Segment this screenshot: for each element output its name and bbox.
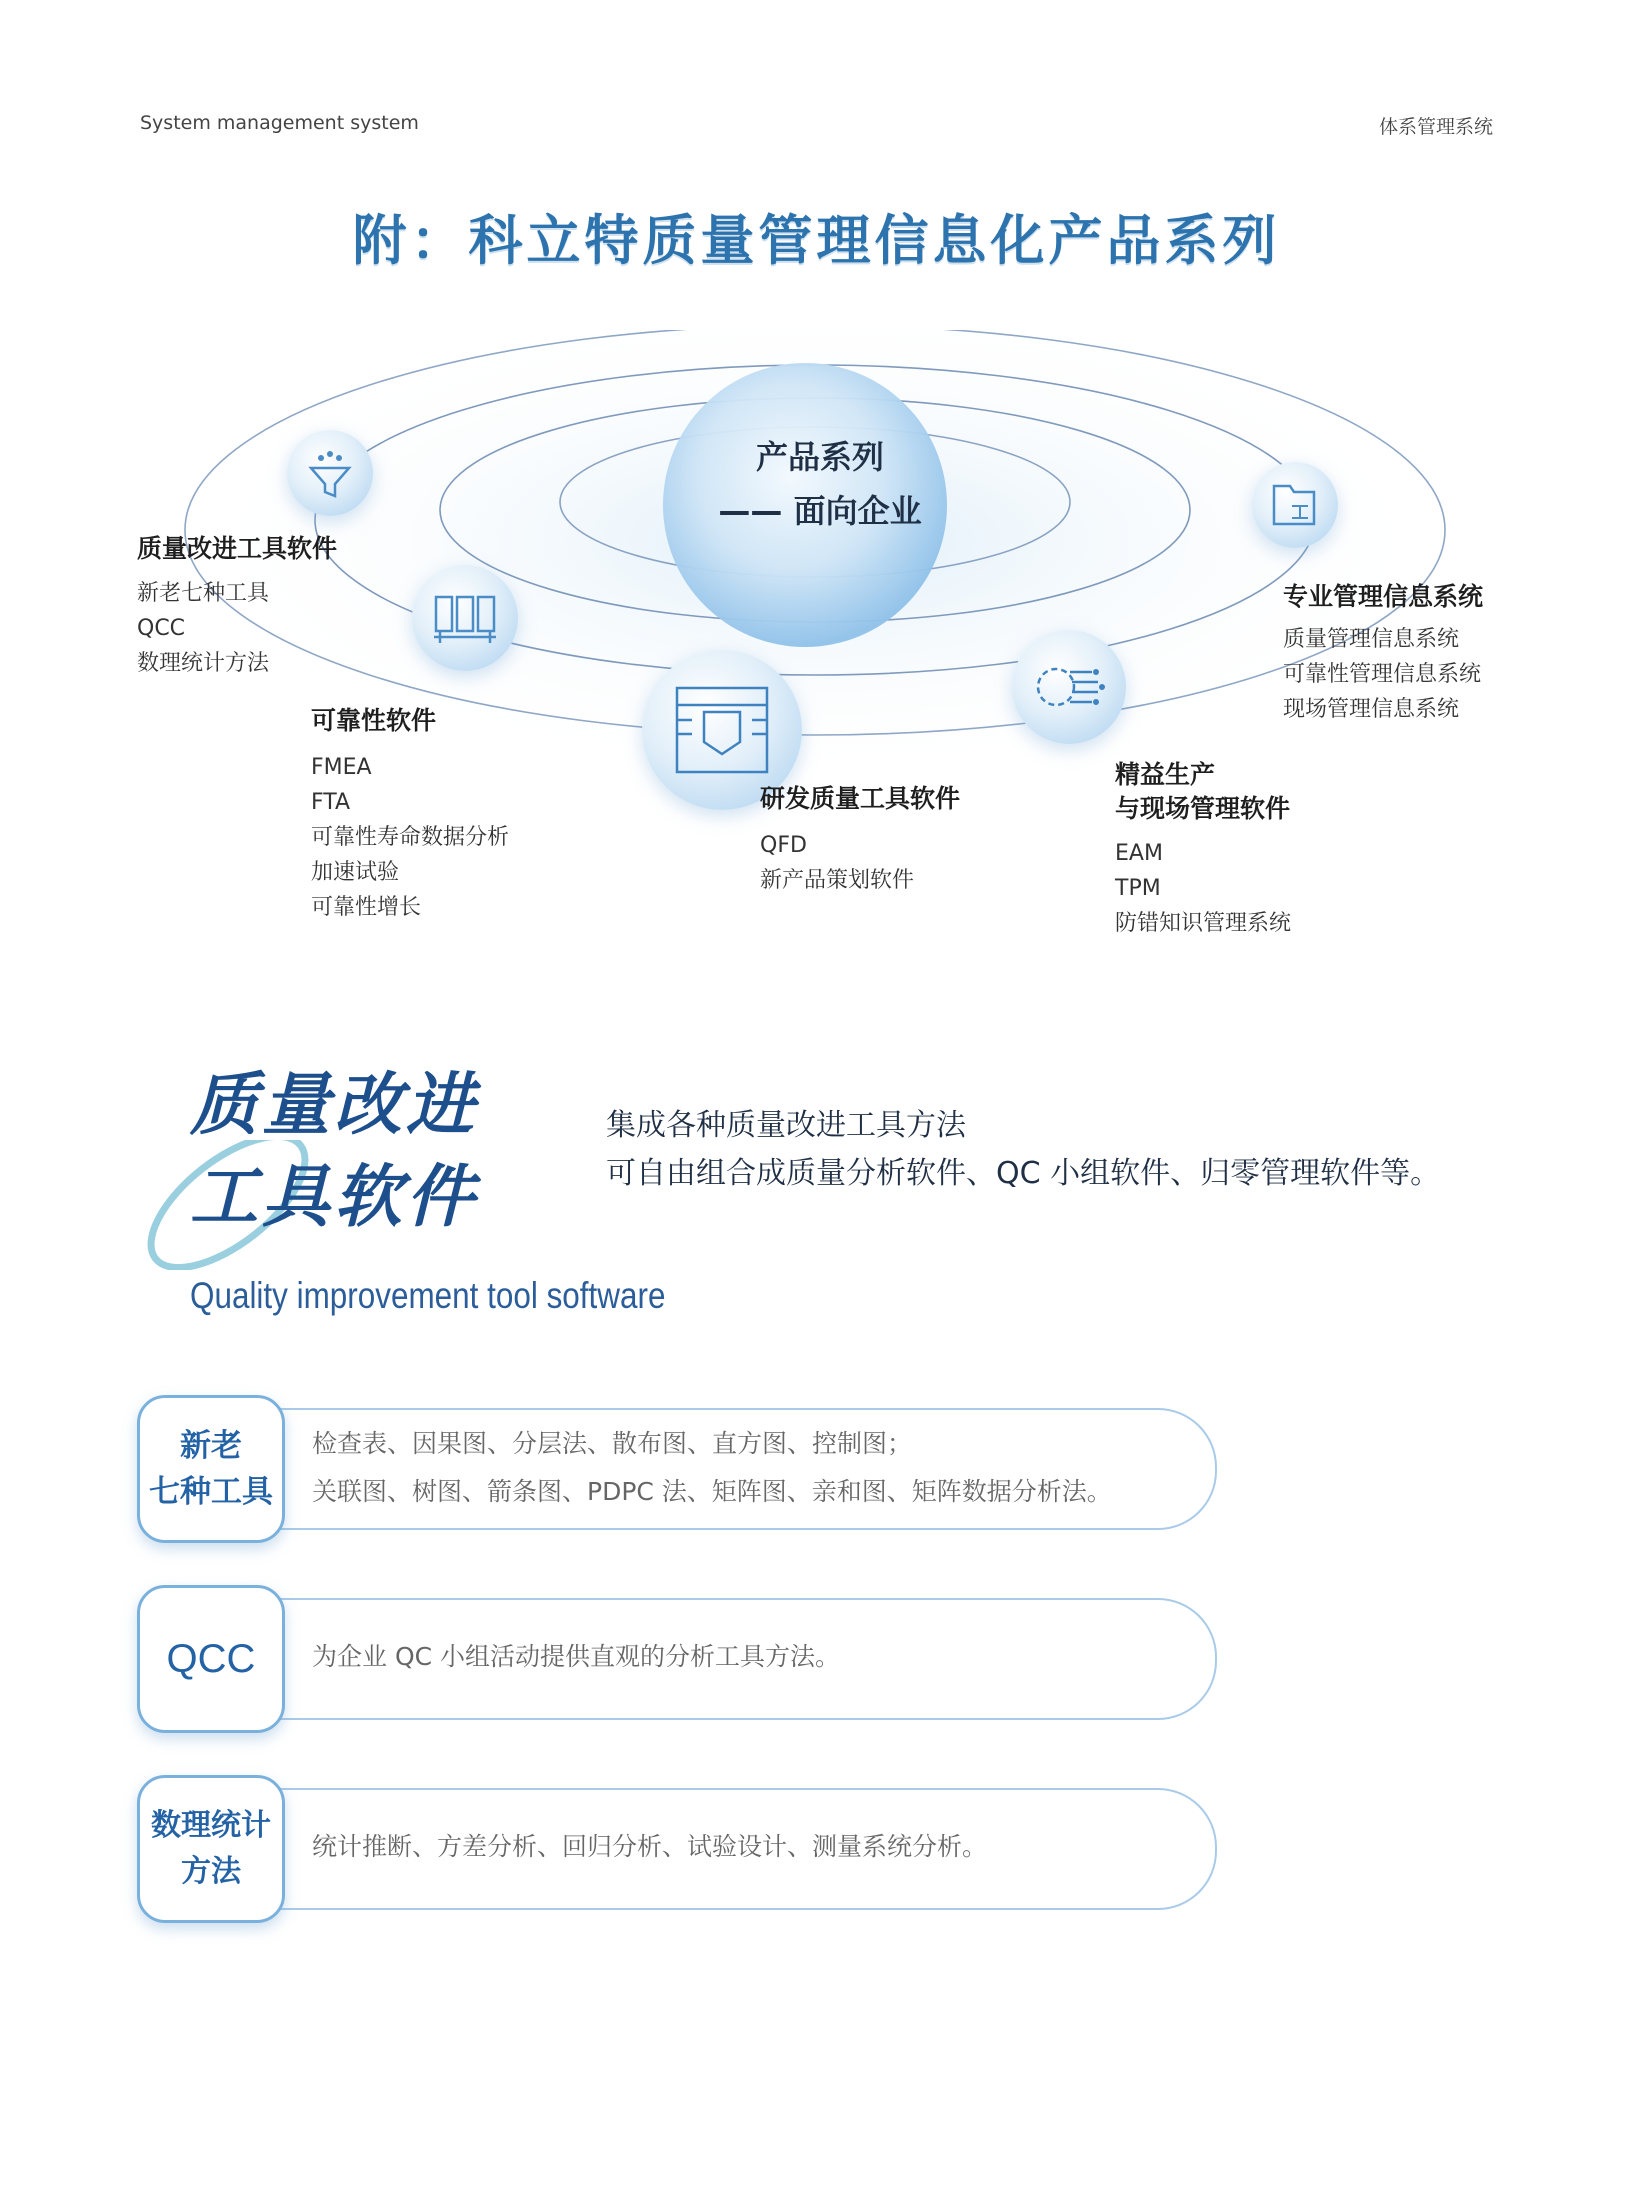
- group-title-line-1: 精益生产: [1115, 760, 1216, 789]
- group-item: 数理统计方法: [137, 651, 270, 676]
- group-title: 专业管理信息系统: [1283, 582, 1484, 611]
- section-subtitle-en: Quality improvement tool software: [190, 1275, 666, 1316]
- group-title: 可靠性软件: [311, 706, 437, 735]
- folder-network-icon: [1252, 462, 1338, 548]
- section-description: [606, 1102, 1440, 1198]
- group-title: 质量改进工具软件: [137, 534, 338, 563]
- gear-circuit-icon: [1012, 630, 1126, 744]
- group-item: 新老七种工具: [137, 581, 270, 606]
- badge-line-1: 新老: [180, 1428, 242, 1464]
- header-left: System management system: [140, 112, 419, 134]
- badge-line-1: QCC: [166, 1636, 256, 1681]
- group-item: 可靠性增长: [311, 895, 422, 920]
- group-title: 研发质量工具软件: [760, 784, 961, 813]
- badge-statistics: [137, 1775, 285, 1923]
- row-text-line-1: 为企业 QC 小组活动提供直观的分析工具方法。: [312, 1642, 841, 1671]
- row-text-statistics: [312, 1823, 987, 1871]
- badge-line-2: 方法: [181, 1854, 241, 1889]
- group-item: FMEA: [311, 755, 372, 780]
- group-item: 可靠性管理信息系统: [1283, 662, 1482, 687]
- group-item: TPM: [1115, 876, 1161, 901]
- group-item: 防错知识管理系统: [1115, 911, 1292, 936]
- section-title-line-1: 质量改进: [190, 1066, 479, 1145]
- badge-line-2: 七种工具: [149, 1474, 273, 1510]
- product-orbit-diagram: [0, 330, 1633, 990]
- group-management-info: [1283, 580, 1483, 727]
- group-item: QCC: [137, 616, 186, 641]
- group-item: EAM: [1115, 841, 1163, 866]
- center-label: [670, 430, 970, 538]
- group-item: 质量管理信息系统: [1283, 627, 1460, 652]
- group-lean-production: [1115, 758, 1291, 941]
- group-rd-quality: [760, 782, 960, 898]
- group-item: FTA: [311, 790, 351, 815]
- funnel-icon: [287, 430, 373, 516]
- badge-qcc: [137, 1585, 285, 1733]
- group-item: 现场管理信息系统: [1283, 697, 1460, 722]
- row-text-line-1: 检查表、因果图、分层法、散布图、直方图、控制图；: [312, 1429, 913, 1458]
- group-quality-tools: [137, 532, 337, 681]
- center-line-2: —— 面向企业: [718, 492, 922, 530]
- group-reliability: [311, 704, 509, 925]
- row-text-qcc: [312, 1633, 840, 1681]
- description-line-1: 集成各种质量改进工具方法: [606, 1108, 966, 1143]
- center-line-1: 产品系列: [755, 438, 884, 476]
- group-title-line-2: 与现场管理软件: [1115, 794, 1291, 823]
- section-title: [190, 1060, 478, 1244]
- server-racks-icon: [412, 565, 518, 671]
- row-text-line-1: 统计推断、方差分析、回归分析、试验设计、测量系统分析。: [312, 1832, 988, 1861]
- group-item: 可靠性寿命数据分析: [311, 825, 510, 850]
- row-text-line-2: 关联图、树图、箭条图、PDPC 法、矩阵图、亲和图、矩阵数据分析法。: [312, 1477, 1112, 1506]
- group-item: QFD: [760, 833, 807, 858]
- badge-seven-tools: [137, 1395, 285, 1543]
- row-text-seven-tools: [312, 1420, 1112, 1516]
- description-line-2: 可自由组合成质量分析软件、QC 小组软件、归零管理软件等。: [606, 1156, 1441, 1191]
- section-title-line-2: 工具软件: [190, 1158, 479, 1237]
- page-title: 附：科立特质量管理信息化产品系列: [352, 209, 1281, 272]
- group-item: 加速试验: [311, 860, 400, 885]
- header-right: 体系管理系统: [1378, 116, 1493, 138]
- badge-line-1: 数理统计: [151, 1808, 271, 1843]
- group-item: 新产品策划软件: [760, 868, 915, 893]
